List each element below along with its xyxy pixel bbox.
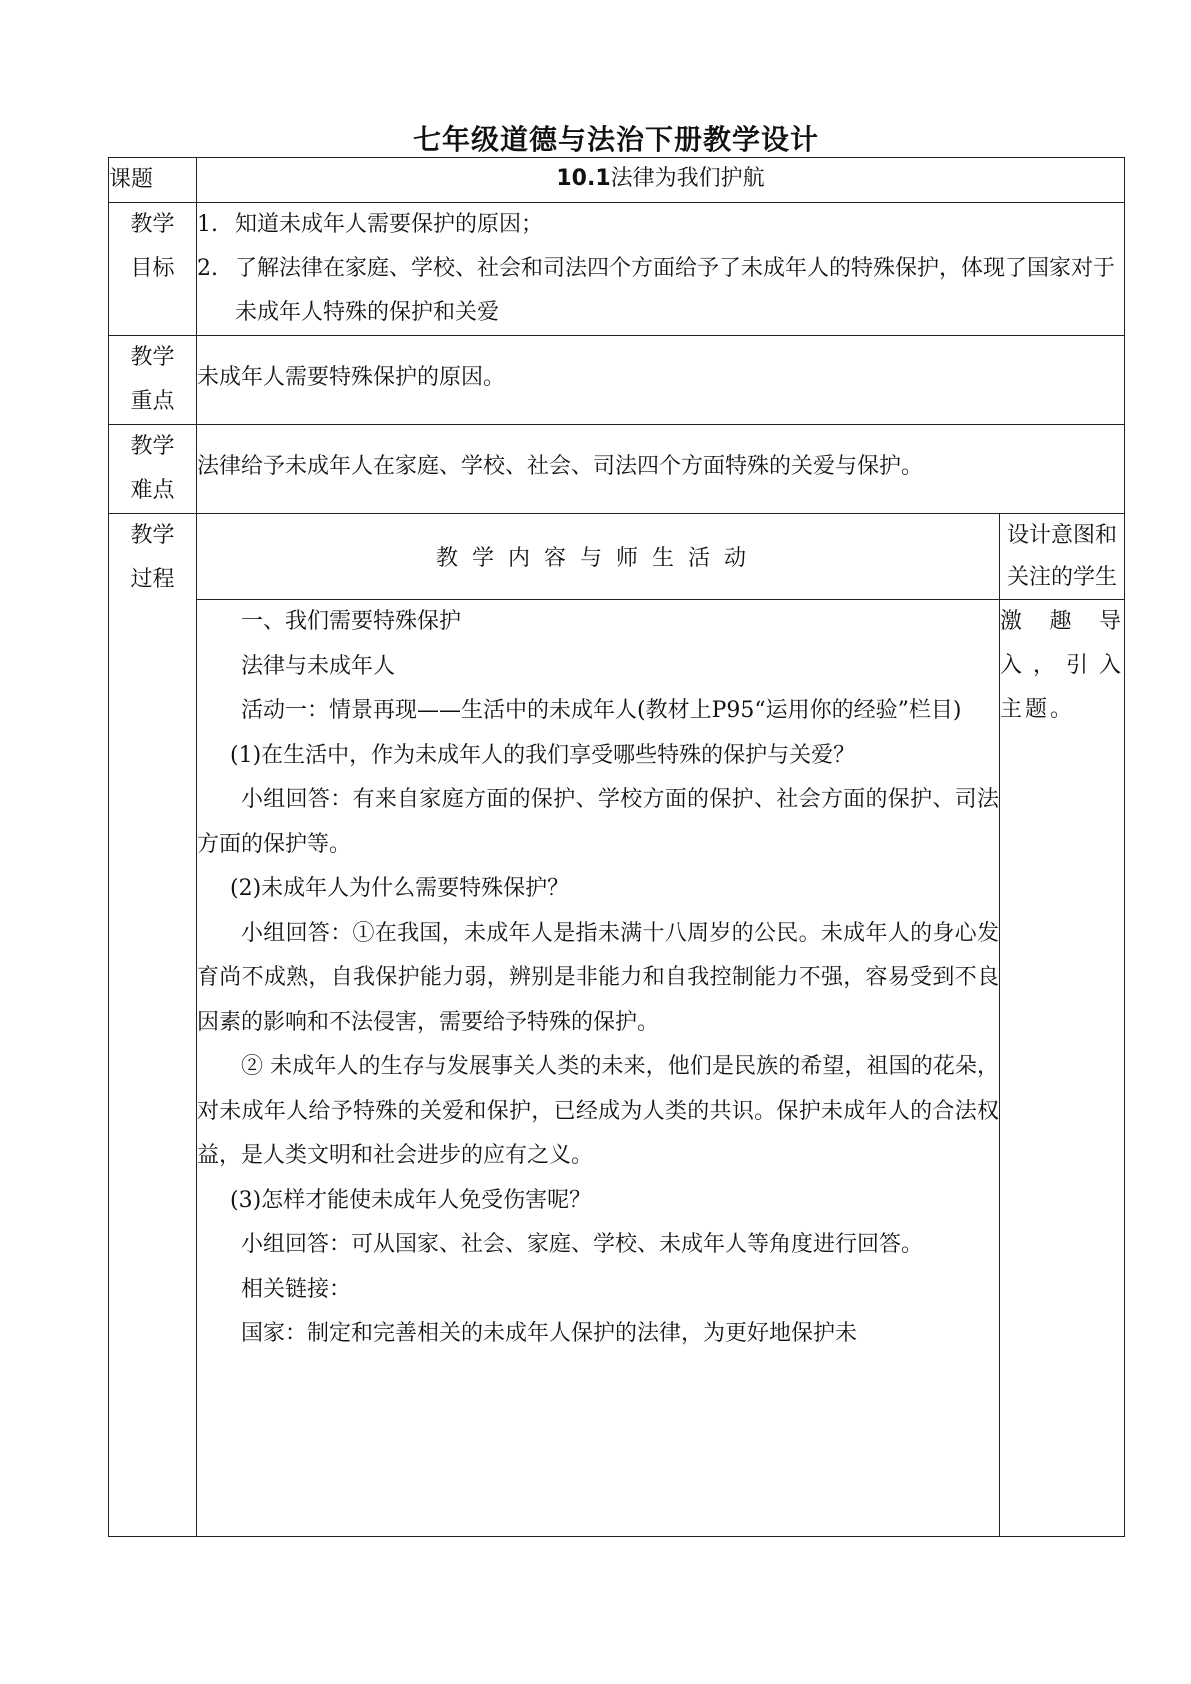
answer-paragraph: 小组回答：①在我国，未成年人是指未满十八周岁的公民。未成年人的身心发育尚不成熟，自我保护能力弱，辨别是非能力和自我控制能力不强，容易受到不良因素的影响和不法侵害，需要给予特殊的保护。	[197, 920, 999, 1035]
activity-paragraph: 活动一：情景再现——生活中的未成年人(教材上P95“运用你的经验”栏目)	[241, 698, 962, 723]
objectives-label-line2: 目标	[130, 256, 175, 281]
objective-number: 2.	[197, 256, 218, 281]
objective-text: 了解法律在家庭、学校、社会和司法四个方面给予了未成年人的特殊保护，体现了国家对于未成年人特殊的保护和关爱	[235, 256, 1116, 325]
process-side-header-line1: 设计意图和	[1007, 522, 1118, 548]
key-points-label	[109, 336, 197, 425]
difficulties-row	[109, 425, 1125, 514]
key-points-text: 未成年人需要特殊保护的原因。	[197, 365, 506, 390]
lesson-plan-table	[108, 157, 1125, 1537]
answer-paragraph: 小组回答：可从国家、社会、家庭、学校、未成年人等角度进行回答。	[241, 1232, 924, 1257]
difficulties-label	[109, 425, 197, 514]
objectives-row	[109, 203, 1125, 336]
subject-title	[197, 158, 1125, 203]
process-side-header-line2: 关注的学生	[1007, 564, 1118, 590]
lesson-number: 10.1	[556, 166, 611, 191]
objective-text: 知道未成年人需要保护的原因；	[235, 212, 544, 237]
process-content-header	[197, 514, 1000, 600]
link-paragraph: 国家：制定和完善相关的未成年人保护的法律，为更好地保护未	[241, 1321, 858, 1346]
key-points-label-line1: 教学	[130, 345, 175, 370]
section-heading: 一、我们需要特殊保护	[241, 609, 462, 634]
objective-item	[197, 247, 1124, 335]
subsection-heading: 法律与未成年人	[241, 653, 396, 679]
answer-paragraph: ② 未成年人的生存与发展事关人类的未来，他们是民族的希望，祖国的花朵，对未成年人给予特殊的关爱和保护，已经成为人类的共识。保护未成年人的合法权益，是人类文明和社会进步的应有之义。	[197, 1054, 999, 1168]
process-label	[109, 514, 197, 1537]
subject-row	[109, 158, 1125, 203]
difficulties-label-line2: 难点	[130, 478, 175, 503]
key-points-label-line2: 重点	[130, 389, 175, 414]
difficulties-label-line1: 教学	[130, 434, 175, 459]
process-content-header-text: 教学内容与师生活动	[435, 546, 760, 571]
process-label-line2: 过程	[130, 567, 175, 592]
answer-paragraph: 小组回答：有来自家庭方面的保护、学校方面的保护、社会方面的保护、司法方面的保护等。	[197, 787, 999, 857]
process-label-line1: 教学	[130, 523, 175, 548]
difficulties-text: 法律给予未成年人在家庭、学校、社会、司法四个方面特殊的关爱与保护。	[197, 454, 924, 479]
objectives-content	[197, 203, 1125, 336]
difficulties-content	[197, 425, 1125, 514]
process-content	[197, 600, 1000, 1537]
process-header-row	[109, 514, 1125, 600]
process-side-header	[1000, 514, 1125, 600]
objective-item	[197, 203, 1124, 247]
objectives-label	[109, 203, 197, 336]
lesson-name: 法律为我们护航	[610, 166, 765, 191]
objectives-label-line1: 教学	[130, 212, 175, 237]
key-points-content	[197, 336, 1125, 425]
process-content-row	[109, 600, 1125, 1537]
subject-label-text: 课题	[109, 167, 154, 192]
design-intent-text: 激趣导入，引入主题。	[1000, 609, 1125, 722]
subject-label	[109, 158, 197, 203]
link-heading: 相关链接：	[241, 1276, 352, 1302]
document-title: 七年级道德与法治下册教学设计	[412, 123, 819, 156]
question-paragraph: (3)怎样才能使未成年人免受伤害呢？	[230, 1187, 592, 1213]
key-points-row	[109, 336, 1125, 425]
design-intent-note	[1000, 600, 1125, 1537]
question-paragraph: (2)未成年人为什么需要特殊保护？	[230, 876, 570, 901]
question-paragraph: (1)在生活中，作为未成年人的我们享受哪些特殊的保护与关爱？	[230, 742, 856, 768]
objective-number: 1.	[197, 212, 218, 237]
